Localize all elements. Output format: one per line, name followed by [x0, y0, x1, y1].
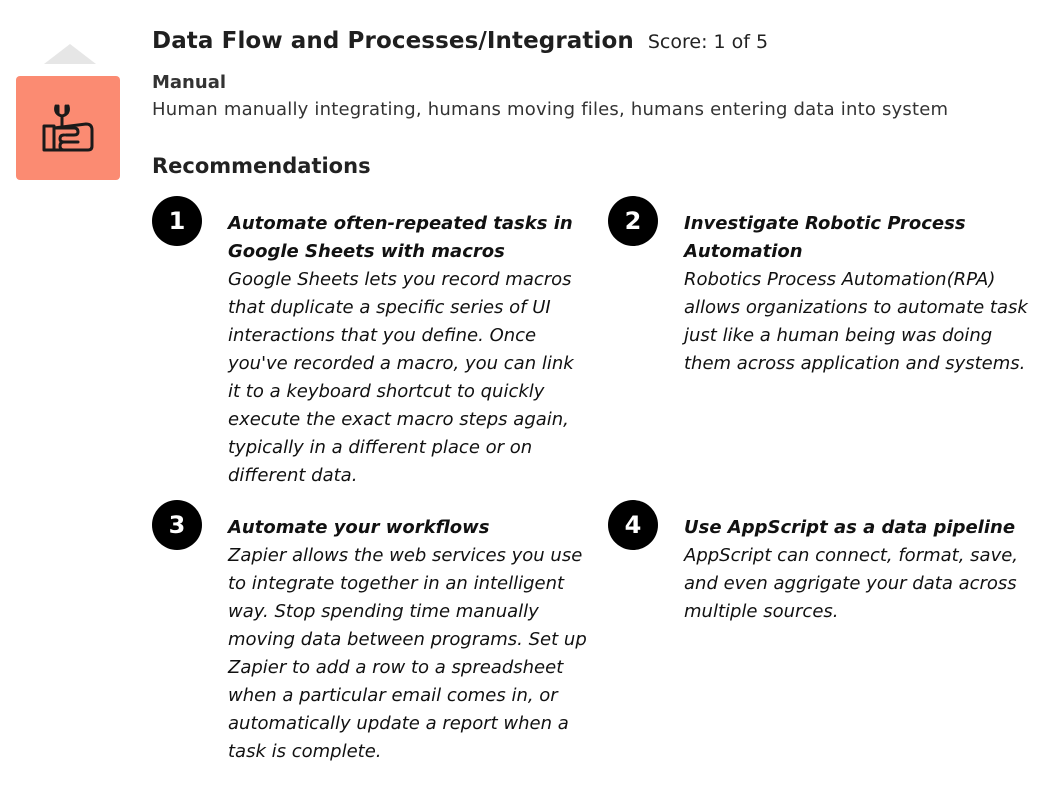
maturity-level: Manual	[152, 72, 227, 93]
popover-pointer	[44, 44, 96, 64]
recommendation-text: AppScript can connect, format, save, and even aggrigate your data across multiple sources.	[684, 545, 1019, 622]
category-header	[152, 28, 768, 54]
recommendation-title: Automate often-repeated tasks in Google Sheets with macros	[228, 213, 573, 262]
recommendation-number-badge: 2	[608, 196, 658, 246]
category-title: Data Flow and Processes/Integration	[152, 28, 634, 54]
recommendation-number-badge: 3	[152, 500, 202, 550]
recommendation-body	[684, 210, 1044, 378]
hand-wrench-icon	[38, 102, 98, 154]
recommendation-body	[684, 514, 1044, 626]
maturity-level-description: Human manually integrating, humans moving files, humans entering data into system	[152, 99, 949, 120]
recommendation-number-badge: 1	[152, 196, 202, 246]
category-icon-tile	[16, 76, 120, 180]
recommendations-heading: Recommendations	[152, 154, 371, 178]
recommendation-body	[228, 210, 588, 490]
recommendation-title: Investigate Robotic Process Automation	[684, 213, 966, 262]
recommendation-body	[228, 514, 588, 766]
recommendation-text: Robotics Process Automation(RPA) allows organizations to automate task just like a human being was doing them across application and systems.	[684, 269, 1028, 374]
category-score: Score: 1 of 5	[647, 31, 769, 53]
recommendation-text: Google Sheets lets you record macros that duplicate a specific series of UI interactions that you define. Once you've recorded a macro, you can link it to a keyboard shortcut to quickly execute the exact macro steps again, typically in a different place or on different data.	[228, 269, 574, 486]
recommendation-number-badge: 4	[608, 500, 658, 550]
recommendation-text: Zapier allows the web services you use to integrate together in an intelligent way. Stop spending time manually moving data between programs. Set up Zapier to add a row to a spreadsheet when a particular email comes in, or automatically update a report when a task is complete.	[228, 545, 587, 762]
recommendation-title: Automate your workflows	[228, 517, 490, 538]
recommendation-title: Use AppScript as a data pipeline	[684, 517, 1016, 538]
